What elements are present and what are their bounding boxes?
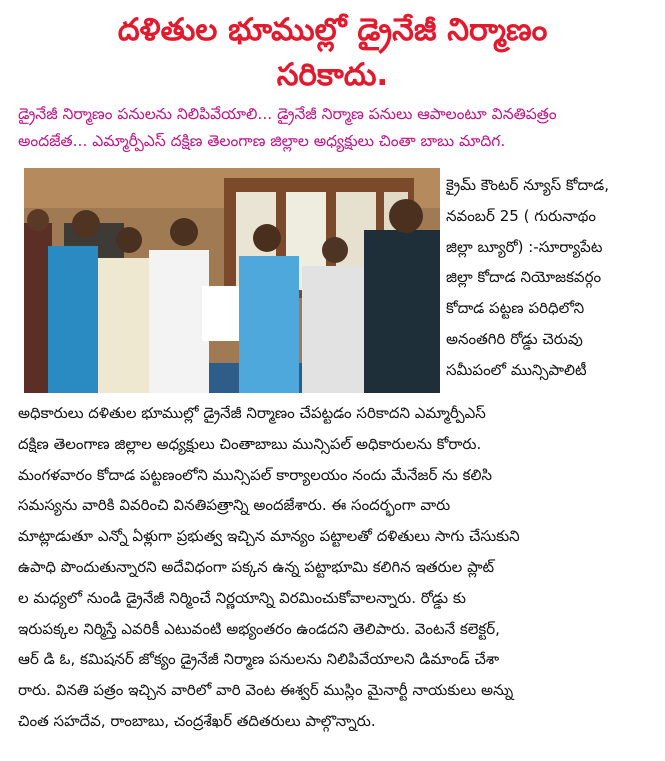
body-line: చింత సహదేవ, రాంబాబు, చంద్రశేఖర్ తదితరులు పాల్గొన్నారు. bbox=[18, 711, 376, 730]
subheadline bbox=[18, 101, 650, 155]
body-line: మాట్లాడుతూ ఎన్నో ఏళ్లుగా ప్రభుత్వ ఇచ్చిన మాన్యం పట్టాలతో దళితులు సాగు చేసుకుని bbox=[18, 527, 520, 546]
subhead-line-1: డ్రైనేజీ నిర్మాణం పనులను నిలిపివేయాలి... డ్రైనేజీ నిర్మాణ పనులు ఆపాలంటూ వినతిపత్రం bbox=[18, 105, 557, 123]
side-line: కోదాడ పట్టణ పరిధిలోని bbox=[446, 299, 585, 318]
headline-line-2: సరికాదు. bbox=[276, 57, 389, 93]
headline bbox=[0, 8, 665, 98]
side-line: జిల్లా బ్యూరో) :-సూర్యాపేట bbox=[446, 237, 603, 256]
body-line: మంగళవారం కోదాడ పట్టణంలోని మున్సిపల్ కార్యాలయం నందు మేనేజర్ ను కలిసి bbox=[18, 465, 492, 484]
headline-line-1: దళితుల భూముల్లో డ్రైనేజీ నిర్మాణం bbox=[117, 12, 548, 48]
body-line: ఆర్ డి ఓ, కమిషనర్ జోక్యం డ్రైనేజీ నిర్మాణ పనులను నిలిపివేయాలని డిమాండ్ చేశా bbox=[18, 650, 500, 669]
side-line: సమీపంలో మున్సిపాలిటీ bbox=[446, 360, 587, 379]
body-line: దక్షిణ తెలంగాణ జిల్లాల అధ్యక్షులు చింతాబాబు మున్సిపల్ అధికారులను కోరారు. bbox=[18, 434, 482, 453]
body-line: ఇరుపక్కల నిర్మిస్తే ఎవరికీ ఎటువంటి అభ్యంతరం ఉండదని తెలిపారు. వెంటనే కలెక్టర్, bbox=[18, 619, 500, 638]
body-line: రారు. వినతి పత్రం ఇచ్చిన వారిలో వారి వెంట ఈశ్వర్ ముస్లిం మైనార్టీ నాయకులు అన్ను bbox=[18, 681, 514, 700]
news-photo bbox=[24, 168, 440, 393]
body-line: ల మధ్యలో నుండి డ్రైనేజీ నిర్మించే నిర్ణయాన్ని విరమించుకోవాలన్నారు. రోడ్డు కు bbox=[18, 588, 466, 607]
article-body bbox=[18, 398, 653, 737]
side-line: క్రైమ్ కౌంటర్ న్యూస్ కోదాడ, bbox=[446, 176, 609, 194]
body-line: అధికారులు దళితుల భూముల్లో డ్రైనేజీ నిర్మాణం చేపట్టడం సరికాదని ఎమ్మార్పీఎస్ bbox=[18, 404, 486, 422]
news-photo-illustration bbox=[24, 168, 440, 393]
body-line: ఉపాధి పొందుతున్నారని అదేవిధంగా పక్కన ఉన్న పట్టాభూమి కలిగిన ఇతరుల ప్లాట్ bbox=[18, 557, 495, 576]
side-line: నవంబర్ 25 ( గురునాథం bbox=[446, 206, 596, 225]
side-line: అనంతగిరి రోడ్డు చెరువు bbox=[446, 329, 583, 348]
side-column-text bbox=[446, 170, 652, 386]
body-line: సమస్యను వారికి వివరించి వినతిపత్రాన్ని అందజేశారు. ఈ సందర్భంగా వారు bbox=[18, 496, 451, 515]
side-line: జిల్లా కోదాడ నియోజకవర్గం bbox=[446, 268, 602, 287]
subhead-line-2: అందజేత... ఎమ్మార్పీఎస్ దక్షిణ తెలంగాణ జిల్లాల అధ్యక్షులు చింతా బాబు మాదిగ. bbox=[18, 132, 506, 150]
top-cut-text bbox=[0, 0, 665, 8]
